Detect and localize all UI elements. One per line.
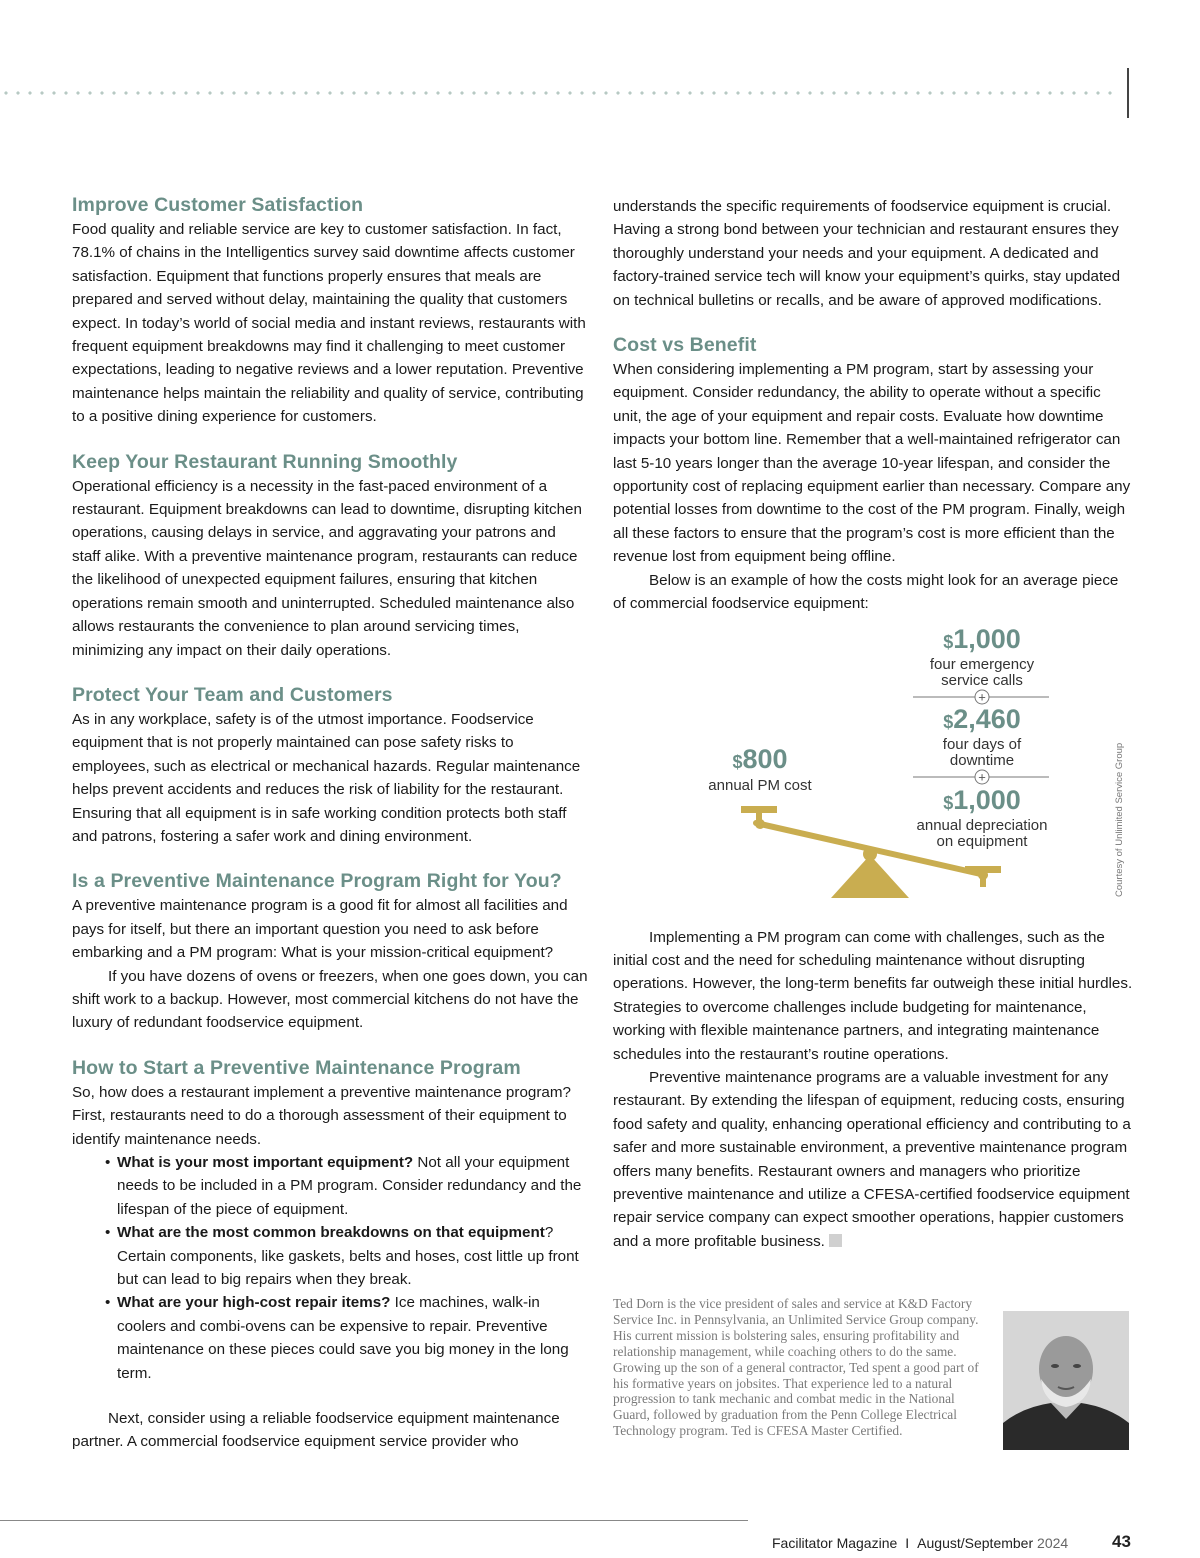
- heading-cost-vs-benefit: Cost vs Benefit: [613, 334, 757, 357]
- bullet-bold: What are the most common breakdowns on that equipment: [117, 1224, 545, 1242]
- cost-item-emergency: [908, 624, 1056, 689]
- footer-separator: I: [905, 1535, 910, 1551]
- pm-cost-label: [693, 744, 827, 794]
- bullet-text: Ice machines, walk-in coolers and combi-ovens can be expensive to repair. Preventive maintenance on these pieces could save you big money in the long term.: [117, 1294, 569, 1382]
- author-photo: [1003, 1311, 1129, 1450]
- end-mark: [829, 1234, 842, 1247]
- dotted-rule: [0, 90, 1120, 96]
- pm-cost-value: $800: [732, 744, 788, 774]
- scale-fulcrum: [831, 855, 909, 898]
- pm-cost-caption: annual PM cost: [708, 777, 812, 794]
- cost-value: $1,000: [943, 785, 1021, 815]
- heading-customer-satisfaction: Improve Customer Satisfaction: [72, 194, 364, 216]
- heading-running-smoothly: Keep Your Restaurant Running Smoothly: [72, 450, 458, 473]
- issue-date: August/September: [917, 1535, 1034, 1551]
- cost-caption: downtime: [949, 752, 1015, 769]
- paragraph: If you have dozens of ovens or freezers, when one goes down, you can shift work to a backup. However, most commercial kitchens do not have the luxury of redundant foodservice equipment.: [72, 967, 588, 1032]
- issue-year: 2024: [1037, 1535, 1069, 1551]
- paragraph: Next, consider using a reliable foodservice equipment maintenance partner. A commercial foodservice equipment service provider who: [72, 1410, 560, 1451]
- bullet-text: Not all your equipment needs to be included in a PM program. Consider redundancy and the lifespan of the piece of equipment.: [117, 1154, 582, 1218]
- plus-symbol: +: [978, 689, 986, 705]
- cost-scale-graphic: [613, 620, 1153, 910]
- right-pan: [965, 866, 1001, 873]
- paragraph: So, how does a restaurant implement a preventive maintenance program? First, restaurants need to do a thorough assessment of their equipment to identify maintenance needs.: [72, 1083, 571, 1148]
- paragraph: Food quality and reliable service are key to customer satisfaction. In fact, 78.1% of chains in the Intelligentics survey said downtime affects customer satisfaction. Equipment that functions properly ensures that meals are prepared and served without delay, maintaining the quality that customers expect. In today’s world of social media and instant reviews, restaurants with frequent equipment breakdowns may find it challenging to meet customer expectations, leading to negative reviews and a lower reputation. Preventive maintenance helps maintain the reliability and quality of service, contributing to a positive dining experience for customers.: [72, 221, 586, 426]
- footer-text: [772, 1535, 1068, 1551]
- cost-value: $2,460: [943, 704, 1021, 734]
- plus-symbol: +: [978, 769, 986, 785]
- cost-caption: service calls: [941, 672, 1023, 689]
- bullet-bold: What are your high-cost repair items?: [117, 1294, 391, 1312]
- paragraph: Implementing a PM program can come with challenges, such as the initial cost and the need for scheduling maintenance without disrupting operations. However, the long-term benefits far outweigh these initial hurdles. Strategies to overcome challenges include budgeting for maintenance, working with flexible maintenance partners, and integrating maintenance schedules into the restaurant’s routine operations.: [613, 928, 1133, 1063]
- cost-item-depreciation: [908, 785, 1056, 850]
- paragraph: When considering implementing a PM program, start by assessing your equipment. Consider redundancy, the ability to operate without a specific unit, the age of your equipment and repair costs. Evaluate how downtime impacts your bottom line. Remember that a well-maintained refrigerator can last 5-10 years longer than the average 10-year lifespan, and consider the opportunity cost of replacing equipment earlier than necessary. Compare any potential losses from downtime to the cost of the PM program. Finally, weigh all these factors to ensure that the program’s cost is more efficient than the revenue lost from equipment being offline.: [613, 361, 1131, 566]
- paragraph: As in any workplace, safety is of the utmost importance. Foodservice equipment that is not properly maintained can pose safety risks to employees, such as electrical or mechanical hazards. Regular maintenance helps prevent accidents and reduces the risk of liability for the restaurant. Ensuring that all equipment is in safe working condition protects both staff and patrons, fostering a safer work and dining environment.: [72, 710, 581, 845]
- paragraph: Below is an example of how the costs might look for an average piece of commercial foodservice equipment:: [613, 571, 1119, 613]
- scale-pivot: [863, 847, 877, 861]
- page-number: 43: [1112, 1532, 1131, 1551]
- top-divider: [1127, 68, 1129, 118]
- bullet-item: • What are your high-cost repair items? Ice machines, walk-in coolers and combi-ovens can be expensive to repair. Preventive maintenance on these pieces could save you big money in the long term.: [105, 1294, 569, 1382]
- magazine-name: Facilitator Magazine: [772, 1535, 898, 1551]
- footer-rule: [0, 1520, 748, 1521]
- cost-value: $1,000: [943, 624, 1021, 654]
- heading-pm-right-for-you: Is a Preventive Maintenance Program Right for You?: [72, 870, 562, 893]
- bullet-item: • What is your most important equipment? Not all your equipment needs to be included in a PM program. Consider redundancy and the lifespan of the piece of equipment.: [105, 1154, 582, 1218]
- paragraph: Operational efficiency is a necessity in the fast-paced environment of a restaurant. Equipment breakdowns can lead to downtime, disrupting kitchen operations, causing delays in service, and aggravating your patrons and staff alike. With a preventive maintenance program, restaurants can reduce the likelihood of unexpected equipment failures, ensuring that kitchen operations remain smooth and uninterrupted. Scheduled maintenance also allows restaurants the convenience to plan around servicing times, minimizing any impact on their daily operations.: [72, 477, 582, 659]
- cost-caption: four days of: [942, 736, 1022, 753]
- paragraph: A preventive maintenance program is a good fit for almost all facilities and pays for itself, but there an important question you need to ask before embarking and a PM program: What is your mission-critical equipment?: [72, 897, 568, 962]
- bullet-bold: What is your most important equipment?: [117, 1154, 414, 1171]
- author-bio: Ted Dorn is the vice president of sales and service at K&D Factory Service Inc. in Pennsylvania, an Unlimited Service Group company. His current mission is bolstering sales, ensuring profitability and relationship management, while coaching others to do the same. Growing up the son of a general contractor, Ted spent a good part of his formative years on jobsites. That experience led to a natural progression to tank mechanic and combat medic in the National Guard, followed by graduation from the Penn College Electrical Technology program. Ted is CFESA Master Certified.: [613, 1296, 979, 1439]
- left-pan: [741, 806, 777, 813]
- cost-caption: on equipment: [936, 833, 1028, 850]
- bullet-text: ? Certain components, like gaskets, belts and hoses, cost little up front but can lead to big repairs when they break.: [117, 1224, 579, 1289]
- left-column: [72, 192, 588, 1454]
- portrait-illustration: [1003, 1311, 1129, 1450]
- paragraph: [613, 1066, 1133, 1253]
- cost-item-downtime: [908, 704, 1056, 769]
- cost-caption: four emergency: [929, 656, 1035, 673]
- paragraph-text: Preventive maintenance programs are a valuable investment for any restaurant. By extending the lifespan of equipment, reducing costs, ensuring food safety and quality, enhancing operational efficiency and contributing to a safer and more sustainable environment, a preventive maintenance program offers many benefits. Restaurant owners and managers who prioritize preventive maintenance and utilize a CFESA-certified foodservice equipment repair service company can expect smoother operations, happier customers and a more profitable business.: [613, 1068, 1131, 1250]
- image-credit: Courtesy of Unlimited Service Group: [1114, 742, 1125, 897]
- cost-caption: annual depreciation: [916, 817, 1048, 834]
- heading-protect-team: Protect Your Team and Customers: [72, 683, 393, 706]
- paragraph: understands the specific requirements of foodservice equipment is crucial. Having a strong bond between your technician and restaurant ensures they thoroughly understand your needs and your equipment. A dedicated and factory-trained service tech will know your equipment’s quirks, stay updated on technical bulletins or recalls, and be aware of approved modifications.: [613, 198, 1121, 309]
- heading-how-to-start: How to Start a Preventive Maintenance Program: [72, 1056, 521, 1079]
- bullet-item: • What are the most common breakdowns on that equipment? Certain components, like gaskets, belts and hoses, cost little up front but can lead to big repairs when they break.: [105, 1224, 579, 1289]
